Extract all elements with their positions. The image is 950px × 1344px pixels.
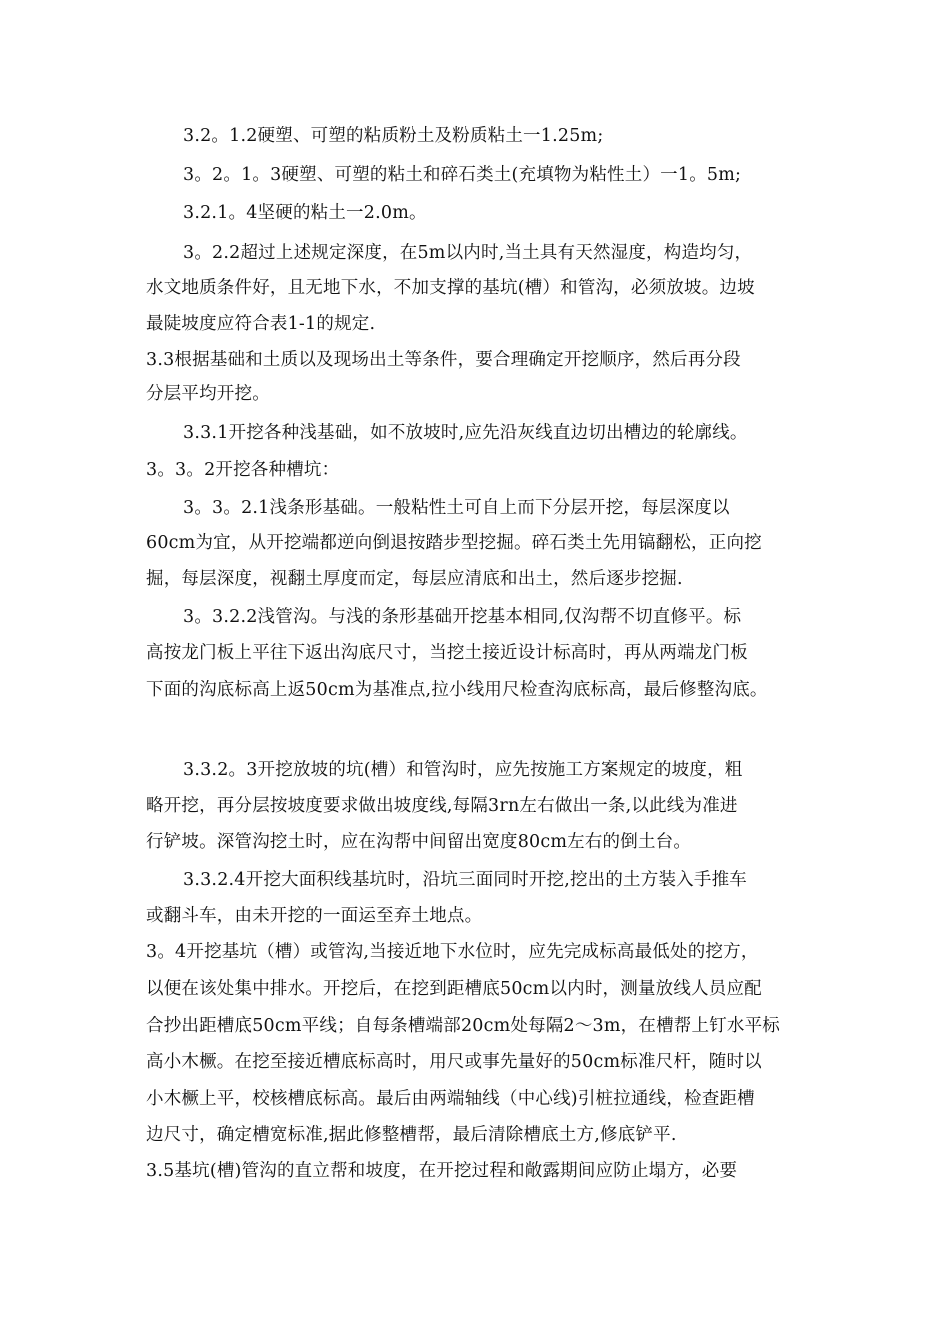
text-line: 3.2。1.2硬塑、可塑的粘质粉土及粉质粘土一1.25m; (183, 126, 604, 146)
text-line: 高小木橛。在挖至接近槽底标高时，用尺或事先量好的50cm标准尺杆，随时以 (146, 1052, 762, 1072)
text-line: 3.2.1。4坚硬的粘土一2.0m。 (183, 203, 427, 223)
text-line: 高按龙门板上平往下返出沟底尺寸，当挖土接近设计标高时，再从两端龙门板 (146, 643, 748, 663)
text-line: 3.3.2。3开挖放坡的坑(槽）和管沟时，应先按施工方案规定的坡度，粗 (183, 760, 743, 780)
text-line: 下面的沟底标高上返50cm为基准点,拉小线用尺检查沟底标高，最后修整沟底。 (146, 680, 768, 700)
text-line: 分层平均开挖。 (146, 384, 270, 404)
text-line: 3。2。1。3硬塑、可塑的粘土和碎石类土(充填物为粘性土）一1。5m; (183, 165, 742, 185)
text-line: 或翻斗车，由未开挖的一面运至弃土地点。 (146, 906, 483, 926)
text-line: 60cm为宜，从开挖端都逆向倒退按踏步型挖掘。碎石类土先用镐翻松，正向挖 (146, 533, 762, 553)
text-line: 最陡坡度应符合表1-1的规定. (146, 314, 376, 334)
text-line: 合抄出距槽底50cm平线；自每条槽端部20cm处每隔2～3m，在槽帮上钉水平标 (146, 1016, 780, 1036)
text-line: 3.3.1开挖各种浅基础，如不放坡时,应先沿灰线直边切出槽边的轮廓线。 (183, 423, 748, 443)
text-line: 3.3根据基础和土质以及现场出土等条件，要合理确定开挖顺序，然后再分段 (146, 350, 741, 370)
text-line: 3。3。2.1浅条形基础。一般粘性土可自上而下分层开挖，每层深度以 (183, 498, 730, 518)
text-line: 略开挖，再分层按坡度要求做出坡度线,每隔3rn左右做出一条,以此线为准进 (146, 796, 738, 816)
text-line: 3.5基坑(槽)管沟的直立帮和坡度，在开挖过程和敞露期间应防止塌方，必要 (146, 1161, 738, 1181)
text-line: 小木橛上平，校核槽底标高。最后由两端轴线（中心线)引桩拉通线，检查距槽 (146, 1089, 755, 1109)
text-line: 边尺寸，确定槽宽标准,据此修整槽帮，最后清除槽底土方,修底铲平. (146, 1125, 677, 1145)
text-line: 3。4开挖基坑（槽）或管沟,当接近地下水位时，应先完成标高最低处的挖方， (146, 942, 759, 962)
text-line: 3.3.2.4开挖大面积线基坑时，沿坑三面同时开挖,挖出的土方装入手推车 (183, 870, 747, 890)
text-line: 以便在该处集中排水。开挖后，在挖到距槽底50cm以内时，测量放线人员应配 (146, 979, 762, 999)
text-line: 行铲坡。深管沟挖土时，应在沟帮中间留出宽度80cm左右的倒土台。 (146, 832, 692, 852)
text-line: 3。2.2超过上述规定深度，在5m以内时,当土具有天然湿度，构造均匀， (183, 243, 753, 263)
text-line: 3。3.2.2浅管沟。与浅的条形基础开挖基本相同,仅沟帮不切直修平。标 (183, 607, 742, 627)
text-line: 水文地质条件好，且无地下水，不加支撑的基坑(槽）和管沟，必须放坡。边坡 (146, 278, 755, 298)
text-line: 掘，每层深度，视翻土厚度而定，每层应清底和出土，然后逐步挖掘. (146, 569, 683, 589)
text-line: 3。3。2开挖各种槽坑： (146, 460, 340, 480)
